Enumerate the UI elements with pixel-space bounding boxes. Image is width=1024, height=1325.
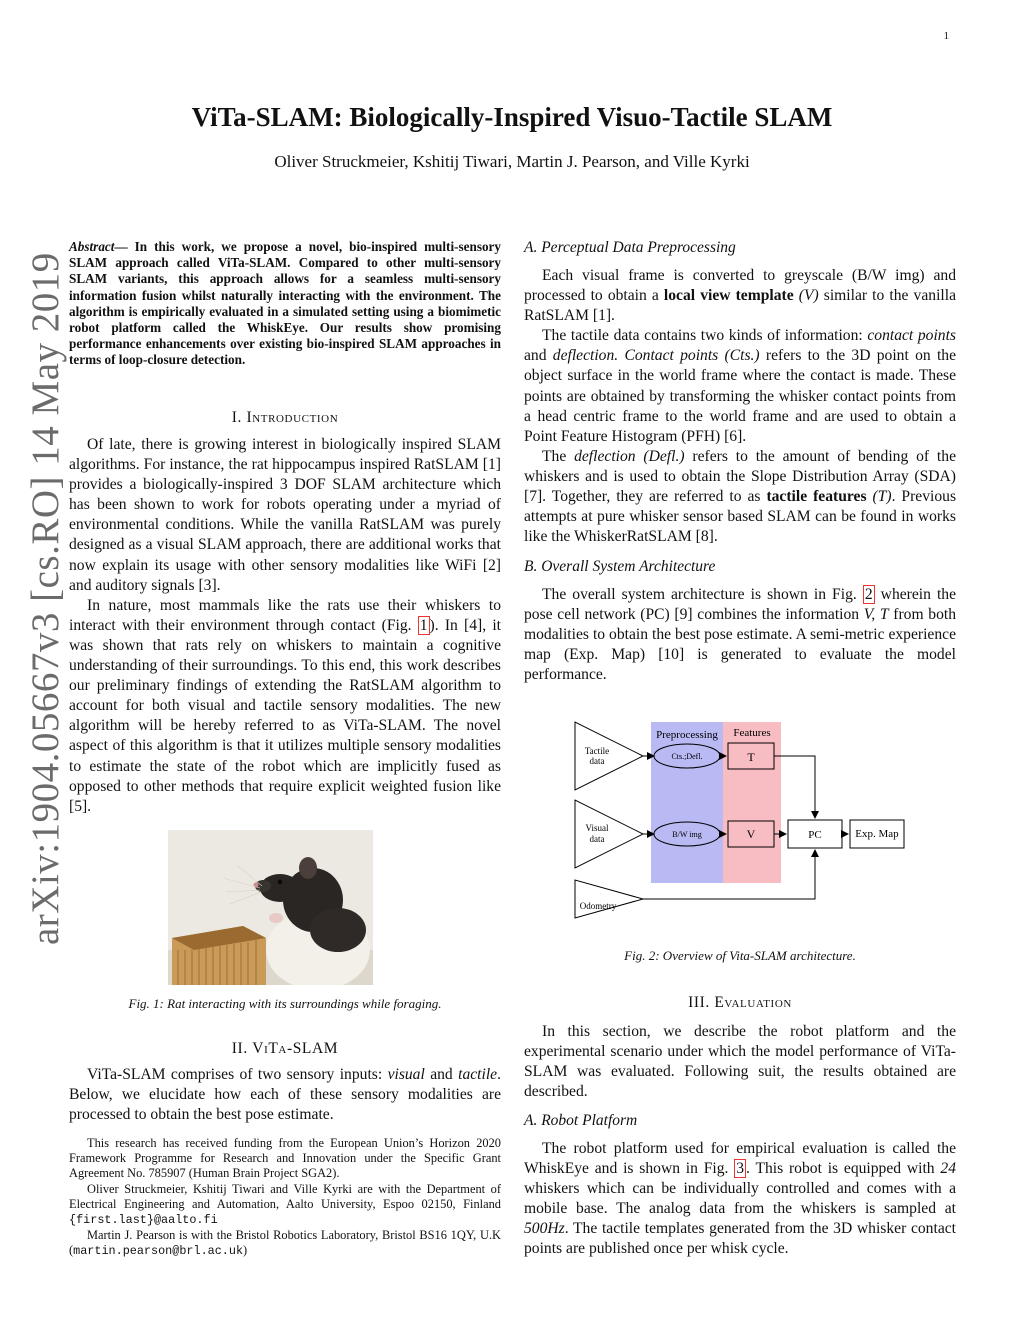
figure-2-caption: Fig. 2: Overview of Vita-SLAM architecture. [624, 948, 856, 963]
page-number: 1 [943, 30, 949, 42]
abstract: Abstract— In this work, we propose a novel, bio-inspired multi-sensory SLAM approach called ViTa-SLAM. Compared to other multi-sensory SLAM variants, this approach allows for a seamless multi-sensory information fusion whilst naturally interacting with the environment. The algorithm is empirically evaluated in a simulated setting using a biomimetic robot platform called the WhiskEye. Our results show promising performance enhancements over existing bio-inspired SLAM approaches in terms of loop-closure detection. [69, 239, 501, 368]
preprocessing-body [524, 266, 956, 547]
subsection-heading-robot-platform: A. Robot Platform [524, 1112, 638, 1129]
paragraph: In nature, most mammals like the rats use their whiskers to interact with their environment through contact (Fig. 1 ). In [4], it was shown that rats rely on whiskers to maintain a cognitive understanding of their surroundings. To this end, this work describes our preliminary findings of extending the RatSLAM algorithm to account for both visual and tactile sensory modalities. The new algorithm will be hereby referred to as ViTa-SLAM. The novel aspect of this algorithm is that it utilizes multiple sensory modalities to estimate the state of the robot which are implicitly fused as opposed to other methods that require explicit weighted fusion like [5]. [69, 596, 501, 815]
tactile-data-label-2: data [589, 756, 605, 766]
subsection-heading-preprocessing: A. Perceptual Data Preprocessing [524, 239, 736, 256]
section-heading-introduction: I. Introduction [231, 409, 339, 426]
paragraph: ViTa-SLAM comprises of two sensory inputs: visual and tactile. Below, we elucidate how each of these sensory modalities are processed to obtain the best pose estimate. [69, 1066, 501, 1124]
figure-ref-link[interactable]: 3 [736, 1160, 745, 1178]
figure-ref-link[interactable]: 2 [864, 586, 873, 603]
v-label: V [746, 827, 756, 841]
preprocessing-label: Preprocessing [656, 729, 718, 741]
footnote-affiliation-2: Martin J. Pearson is with the Bristol Robotics Laboratory, Bristol BS16 1QY, U.K (martin.pearson@brl.ac.uk) [69, 1228, 501, 1259]
paragraph: The robot platform used for empirical evaluation is called the WhiskEye and is shown in Fig. 3 . This robot is equipped with 24 whiskers which can be individually controlled and comes with a mobile base. The analog data from the whiskers is sampled at 500Hz. The tactile templates generated from the 3D whisker contact points are published once per whisk cycle. [524, 1140, 956, 1258]
robot-platform-body [524, 1139, 956, 1260]
paper-authors: Oliver Struckmeier, Kshitij Tiwari, Martin J. Pearson, and Ville Kyrki [274, 152, 750, 171]
exp-map-label: Exp. Map [855, 828, 899, 840]
t-label: T [747, 750, 755, 764]
odometry-node [575, 880, 643, 918]
features-label: Features [733, 727, 771, 739]
arxiv-watermark: arXiv:1904.05667v3 [cs.RO] 14 May 2019 [24, 252, 67, 945]
architecture-diagram [572, 718, 912, 928]
tactile-data-node [575, 722, 643, 790]
tactile-data-label: Tactile [584, 746, 610, 756]
email-link[interactable]: martin.pearson@brl.ac.uk [73, 1244, 244, 1259]
footnote-affiliation: Oliver Struckmeier, Kshitij Tiwari and Ville Kyrki are with the Department of Electrical Engineering and Automation, Aalto University, Espoo 02150, Finland {first.last}@aalto.fi [69, 1181, 501, 1228]
introduction-body [69, 435, 501, 817]
architecture-body [524, 585, 956, 685]
odometry-label: Odometry [579, 901, 617, 911]
paragraph: Of late, there is growing interest in biologically inspired SLAM algorithms. For instance, the rat hippocampus inspired RatSLAM [1] provides a biologically-inspired 3 DOF SLAM architecture which has been shown to work for robots operating under a myriad of environmental conditions. While the vanilla RatSLAM was purely designed as a visual SLAM approach, there are additional works that now explain its usage with other sensory modalities like WiFi [2] and auditory signals [3]. [69, 436, 501, 594]
figure-1-caption: Fig. 1: Rat interacting with its surroundings while foraging. [128, 996, 442, 1011]
subsection-heading-architecture: B. Overall System Architecture [524, 558, 716, 575]
visual-data-node [575, 800, 643, 868]
visual-data-label: Visual [585, 823, 609, 833]
paragraph: The deflection (Defl.) refers to the amount of bending of the whiskers and is used to obtain the Slope Distribution Array (SDA) [7]. Together, they are referred to as tactile features (T). Previous attempts at pure whisker sensor based SLAM can be found in works like the WhiskerRatSLAM [8]. [524, 447, 957, 546]
cts-defl-label: Cts.;Defl. [671, 752, 703, 761]
footnote-funding: This research has received funding from the European Union’s Horizon 2020 Framework Programme for Research and Innovation under the Specific Grant Agreement No. 785907 (Human Brain Project SGA2). [69, 1136, 501, 1181]
abstract-label: Abstract [69, 239, 115, 254]
email-link[interactable]: {first.last}@aalto.fi [69, 1213, 218, 1228]
evaluation-body [524, 1022, 956, 1102]
paragraph: The tactile data contains two kinds of information: contact points and deflection. Contact points (Cts.) refers to the 3D point on the object surface in the world frame where the contact is made. These points are obtained by transforming the whisker contact points from a head centric frame to the world frame and are used to obtain a Point Feature Histogram (PFH) [6]. [524, 327, 957, 445]
footnotes [69, 1136, 501, 1260]
paper-title: ViTa-SLAM: Biologically-Inspired Visuo-Tactile SLAM [191, 102, 833, 132]
visual-data-label-2: data [589, 834, 605, 844]
paragraph: Each visual frame is converted to greyscale (B/W img) and processed to obtain a local view template (V) similar to the vanilla RatSLAM [1]. [524, 267, 956, 325]
bw-img-label: B/W img [672, 830, 702, 839]
figure-ref-link[interactable]: 1 [419, 616, 428, 634]
section-heading-vita-slam: II. ViTa-SLAM [231, 1040, 339, 1057]
paragraph: The overall system architecture is shown in Fig. 2 wherein the pose cell network (PC) [9] combines the information V, T from both modalities to obtain the best pose estimate. A semi-metric experience map (Exp. Map) [10] is generated to evaluate the model performance. [524, 586, 957, 684]
abstract-text: In this work, we propose a novel, bio-inspired multi-sensory SLAM approach called ViTa-SLAM. Compared to other multi-sensory SLAM variants, this approach allows for a seamless multi-sensory information fusion whilst naturally interacting with the environment. The algorithm is empirically evaluated in a simulated setting using a biomimetic robot platform called the WhiskEye. Our results show promising performance enhancements over existing bio-inspired SLAM approaches in terms of loop-closure detection. [69, 239, 501, 368]
rat-photo [168, 830, 373, 985]
pc-label: PC [808, 829, 822, 841]
rat-photo-illustration [168, 830, 373, 985]
section-heading-evaluation: III. Evaluation [688, 994, 792, 1011]
paragraph: In this section, we describe the robot platform and the experimental scenario under which the model performance of ViTa-SLAM was evaluated. Following suit, the results obtained are described. [524, 1023, 956, 1101]
vita-slam-body [69, 1065, 501, 1125]
